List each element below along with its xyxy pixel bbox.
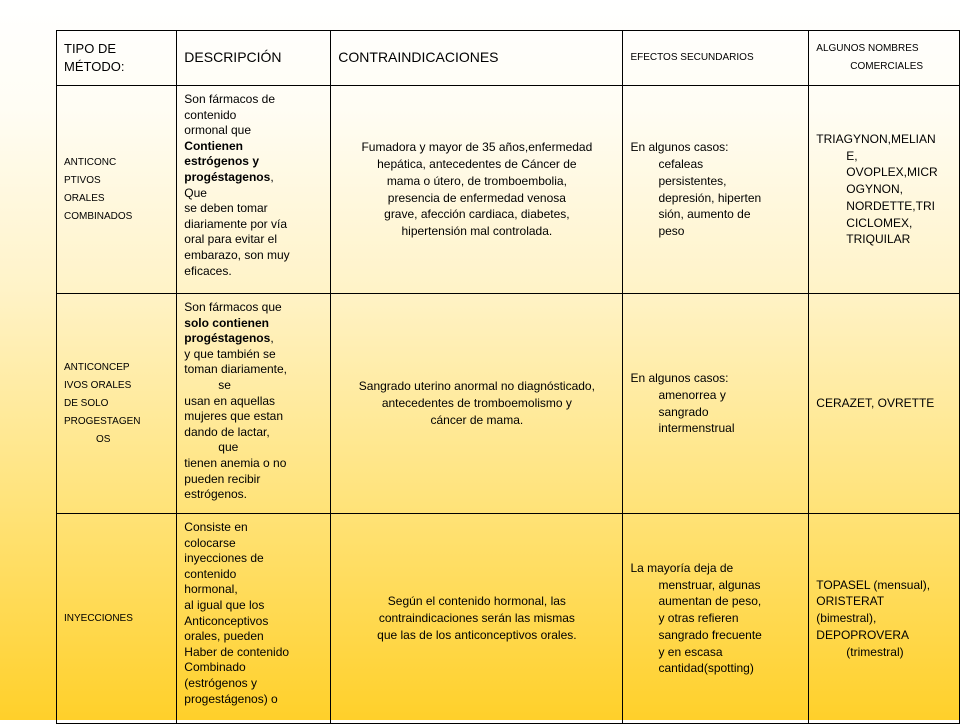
effects-line: persistentes, <box>658 173 727 188</box>
contra-line: Sangrado uterino anormal no diagnósticado, <box>358 379 595 394</box>
brand-line: E, <box>846 148 858 163</box>
brand-line: (bimestral), <box>816 611 877 626</box>
header-nombres-2: COMERCIALES <box>850 61 924 72</box>
desc-line: y que también se <box>184 346 276 361</box>
header-efectos: EFECTOS SECUNDARIOS <box>623 31 809 86</box>
desc-bold-line: Contienen <box>184 138 243 153</box>
type-cell <box>57 86 177 294</box>
type-line: IVOS ORALES <box>64 379 132 391</box>
contra-line: hepática, antecedentes de Cáncer de <box>377 156 577 171</box>
brand-names-cell <box>809 86 960 294</box>
desc-line: Que <box>184 185 207 200</box>
type-cell <box>57 294 177 514</box>
type-line: PROGESTAGEN <box>64 415 141 427</box>
desc-line: (estrógenos y <box>184 675 257 690</box>
brand-line: OGYNON, <box>846 182 903 197</box>
desc-line: ormonal que <box>184 123 252 138</box>
desc-line: oral para evitar el <box>184 232 278 247</box>
effects-line: sión, aumento de <box>658 207 751 222</box>
effects-line: sangrado frecuente <box>658 627 762 642</box>
desc-line: toman diariamente, <box>184 362 288 377</box>
contra-line: presencia de enfermedad venosa <box>387 190 566 205</box>
effects-line: amenorrea y <box>658 387 726 402</box>
effects-line: La mayoría deja de <box>630 560 734 575</box>
effects-line: cantidad(spotting) <box>658 661 754 676</box>
desc-line: progestágenos) o <box>184 691 278 706</box>
contra-line: contraindicaciones serán las mismas <box>378 611 575 626</box>
desc-line: se <box>218 377 231 392</box>
contra-line: mama o útero, de tromboembolia, <box>386 173 567 188</box>
contra-line: cáncer de mama. <box>430 412 524 427</box>
brand-line: OVOPLEX,MICR <box>846 165 938 180</box>
type-line: COMBINADOS <box>64 210 133 222</box>
desc-line: eficaces. <box>184 263 232 278</box>
brand-line: DEPOPROVERA <box>816 627 909 642</box>
type-cell <box>57 514 177 724</box>
desc-line: usan en aquellas <box>184 393 276 408</box>
type-line: PTIVOS <box>64 174 101 186</box>
effects-line: menstruar, algunas <box>658 577 761 592</box>
desc-line: orales, pueden <box>184 629 264 644</box>
contra-line: Según el contenido hormonal, las <box>387 594 566 609</box>
desc-line: pueden recibir <box>184 471 261 486</box>
brand-names-cell <box>809 514 960 724</box>
desc-line: al igual que los <box>184 597 265 612</box>
effects-line: cefaleas <box>658 156 704 171</box>
effects-line: En algunos casos: <box>630 370 729 385</box>
brand-line: TOPASEL (mensual), <box>816 577 931 592</box>
type-line: ORALES <box>64 192 105 204</box>
contraindications-cell <box>331 514 623 724</box>
desc-line: se deben tomar <box>184 201 268 216</box>
description-cell <box>177 294 331 514</box>
desc-line: embarazo, son muy <box>184 247 290 262</box>
header-nombres-1: ALGUNOS NOMBRES <box>816 43 919 54</box>
effects-line: En algunos casos: <box>630 140 729 155</box>
desc-line: mujeres que estan <box>184 409 284 424</box>
contra-line: Fumadora y mayor de 35 años,enfermedad <box>361 140 593 155</box>
effects-line: peso <box>658 224 685 239</box>
effects-line: aumentan de peso, <box>658 594 762 609</box>
side-effects-cell <box>623 86 809 294</box>
side-effects-cell <box>623 294 809 514</box>
brand-line: (trimestral) <box>846 644 904 659</box>
desc-punct: , <box>270 331 274 346</box>
desc-line: que <box>218 440 239 455</box>
table-row <box>57 294 960 514</box>
header-tipo: TIPO DE MÉTODO: <box>57 31 177 86</box>
brand-names-cell <box>809 294 960 514</box>
desc-line: diariamente por vía <box>184 216 288 231</box>
desc-punct: , <box>270 169 274 184</box>
header-descripcion: DESCRIPCIÓN <box>177 31 331 86</box>
desc-bold-line: progéstagenos <box>184 169 271 184</box>
brand-line: TRIQUILAR <box>846 232 911 247</box>
contra-line: hipertensión mal controlada. <box>401 224 553 239</box>
desc-line: estrógenos. <box>184 487 248 502</box>
type-line: DE SOLO <box>64 397 109 409</box>
contra-line: que las de los anticonceptivos orales. <box>377 627 577 642</box>
type-line: ANTICONC <box>64 156 117 168</box>
table-row <box>57 86 960 294</box>
desc-line: Anticonceptivos <box>184 613 269 628</box>
brand-line: CERAZET, OVRETTE <box>816 396 935 411</box>
effects-line: depresión, hiperten <box>658 190 762 205</box>
desc-bold-line: solo contienen <box>184 315 269 330</box>
desc-line: Combinado <box>184 660 246 675</box>
methods-table <box>56 30 960 724</box>
effects-line: y en escasa <box>658 644 723 659</box>
desc-line: tienen anemia o no <box>184 455 287 470</box>
brand-line: NORDETTE,TRI <box>846 198 935 213</box>
contra-line: antecedentes de tromboemolismo y <box>381 396 572 411</box>
type-line: INYECCIONES <box>64 612 133 624</box>
effects-line: sangrado <box>658 404 709 419</box>
desc-line: Consiste en <box>184 520 248 534</box>
desc-line: colocarse <box>184 535 236 550</box>
brand-line: ORISTERAT <box>816 594 885 609</box>
contraindications-cell <box>331 86 623 294</box>
desc-line: contenido <box>184 107 237 122</box>
desc-line: Son fármacos que <box>184 300 282 314</box>
header-contraindicaciones: CONTRAINDICACIONES <box>331 31 623 86</box>
type-line: OS <box>96 433 111 445</box>
desc-line: Haber de contenido <box>184 644 290 659</box>
desc-line: dando de lactar, <box>184 424 270 439</box>
header-row <box>57 31 960 86</box>
header-nombres <box>809 31 960 86</box>
desc-line: inyecciones de <box>184 551 264 566</box>
desc-bold-line: progéstagenos <box>184 331 271 346</box>
desc-line: contenido <box>184 566 237 581</box>
table-row <box>57 514 960 724</box>
description-cell <box>177 86 331 294</box>
contraindications-cell <box>331 294 623 514</box>
contra-line: grave, afección cardiaca, diabetes, <box>384 207 570 222</box>
effects-line: y otras refieren <box>658 611 739 626</box>
desc-bold-line: estrógenos y <box>184 154 259 169</box>
side-effects-cell <box>623 514 809 724</box>
brand-line: CICLOMEX, <box>846 215 913 230</box>
desc-line: Son fármacos de <box>184 92 276 106</box>
desc-line: hormonal, <box>184 582 238 597</box>
type-line: ANTICONCEP <box>64 361 130 373</box>
effects-line: intermenstrual <box>658 421 735 436</box>
description-cell <box>177 514 331 724</box>
brand-line: TRIAGYNON,MELIAN <box>816 131 936 146</box>
